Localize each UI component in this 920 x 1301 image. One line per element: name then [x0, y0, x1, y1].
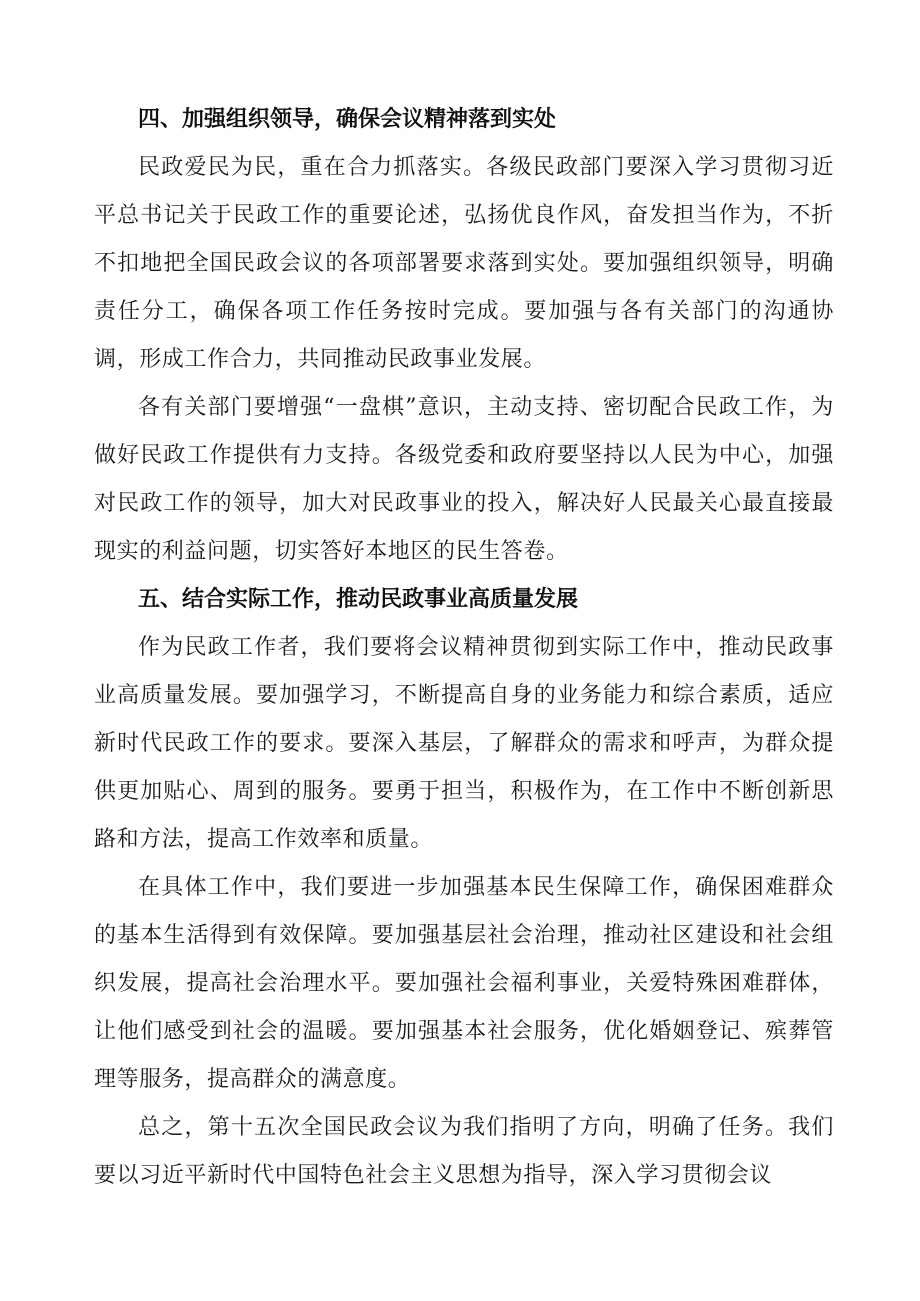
paragraph: 各有关部门要增强“一盘棋”意识，主动支持、密切配合民政工作，为做好民政工作提供有力支持。各级党委和政府要坚持以人民为中心，加强对民政工作的领导，加大对民政事业的投入，解决好人民最关心最直接最现实的利益问题，切实答好本地区的民生答卷。 [94, 395, 834, 564]
section-heading: 五、结合实际工作，推动民政事业高质量发展 [138, 587, 579, 612]
paragraph: 作为民政工作者，我们要将会议精神贯彻到实际工作中，推动民政事业高质量发展。要加强学习，不断提高自身的业务能力和综合素质，适应新时代民政工作的要求。要深入基层，了解群众的需求和呼声，为群众提供更加贴心、周到的服务。要勇于担当，积极作为，在工作中不断创新思路和方法，提高工作效率和质量。 [94, 635, 834, 852]
paragraph: 民政爱民为民，重在合力抓落实。各级民政部门要深入学习贯彻习近平总书记关于民政工作的重要论述，弘扬优良作风，奋发担当作为，不折不扣地把全国民政会议的各项部署要求落到实处。要加强组织领导，明确责任分工，确保各项工作任务按时完成。要加强与各有关部门的沟通协调，形成工作合力，共同推动民政事业发展。 [94, 155, 834, 372]
section-heading: 四、加强组织领导，确保会议精神落到实处 [138, 107, 557, 132]
paragraph: 在具体工作中，我们要进一步加强基本民生保障工作，确保困难群众的基本生活得到有效保障。要加强基层社会治理，推动社区建设和社会组织发展，提高社会治理水平。要加强社会福利事业，关爱特殊困难群体，让他们感受到社会的温暖。要加强基本社会服务，优化婚姻登记、殡葬管理等服务，提高群众的满意度。 [94, 875, 834, 1092]
section-4 [94, 96, 834, 576]
document-page [94, 96, 834, 1200]
section-5 [94, 576, 834, 1200]
paragraph: 总之，第十五次全国民政会议为我们指明了方向，明确了任务。我们要以习近平新时代中国特色社会主义思想为指导，深入学习贯彻会议 [94, 1115, 834, 1188]
